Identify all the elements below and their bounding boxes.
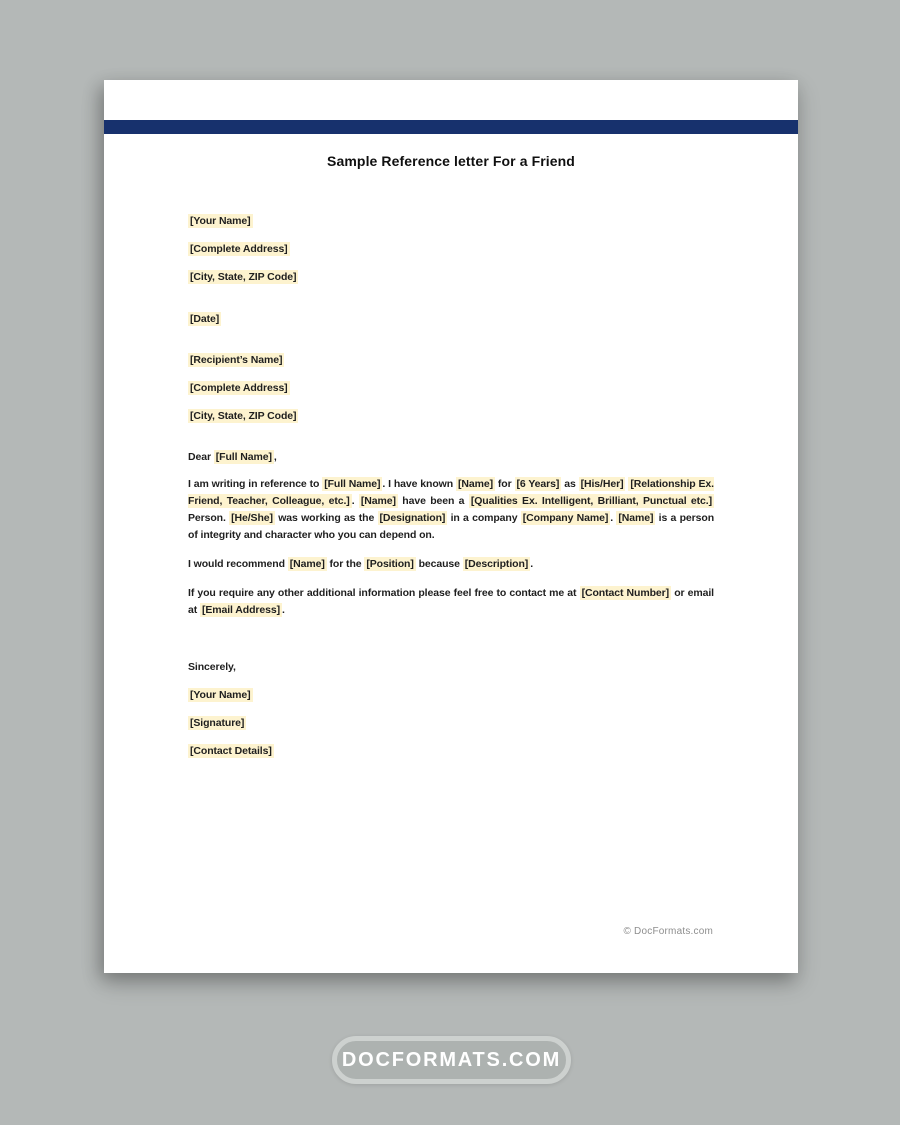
letter-text: or email at [188,587,715,616]
document-page [104,80,798,973]
letter-text: I am writing in reference to [188,478,323,490]
letter-text: . I have known [382,478,456,490]
letter-text: I would recommend [188,558,288,570]
page-title: Sample Reference letter For a Friend [327,153,575,169]
placeholder-line [188,409,714,423]
letter-text: Person. [188,512,230,524]
placeholder-highlight: [He/She] [231,512,273,524]
letter-text: was working as the [274,512,378,524]
docformats-badge [332,1036,571,1084]
placeholder-highlight: [City, State, ZIP Code] [190,271,297,283]
letter-text: for the [326,558,365,570]
placeholder-highlight: [Name] [618,512,654,524]
placeholder-line [188,744,714,758]
placeholder-highlight: [Name] [289,558,325,570]
letter-text: . [610,512,617,524]
letter-text: have been a [397,495,469,507]
placeholder-line [188,242,714,256]
placeholder-line [188,716,714,730]
letter-text: for [494,478,515,490]
date-block [188,312,714,326]
placeholder-highlight: [Name] [360,495,396,507]
placeholder-highlight: [Contact Number] [581,587,670,599]
signature-block [188,688,714,758]
placeholder-highlight: [Description] [464,558,529,570]
placeholder-highlight: [Date] [190,313,220,325]
closing-line: Sincerely, [188,661,236,673]
placeholder-highlight: [Complete Address] [190,243,288,255]
letter-text: . [530,558,534,570]
placeholder-line [188,214,714,228]
placeholder-highlight: [Position] [366,558,414,570]
placeholder-highlight: [Qualities Ex. Intelligent, Brilliant, Punctual etc.] [470,495,712,507]
recipient-address-block [188,353,714,423]
letter-body [104,214,798,758]
letter-paragraph [188,476,714,544]
letter-text: in a company [447,512,521,524]
letter-text: is a person of integrity and character who you can depend on. [188,512,715,541]
letter-paragraph [188,585,714,619]
letter-paragraphs [188,476,714,619]
letter-text: as [561,478,579,490]
placeholder-line [188,270,714,284]
placeholder-highlight: [Contact Details] [190,745,272,757]
placeholder-line [188,688,714,702]
placeholder-line [188,381,714,395]
placeholder-highlight: [Designation] [379,512,446,524]
placeholder-highlight: [Recipient’s Name] [190,354,283,366]
sender-address-block [188,214,714,284]
letter-text: , [273,451,277,463]
placeholder-line [188,353,714,367]
placeholder-highlight: [Name] [457,478,493,490]
placeholder-highlight: [Signature] [190,717,245,729]
placeholder-highlight: [Relationship Ex. Friend, Teacher, Colleague, etc.] [188,478,714,507]
letter-text: . [282,604,285,616]
docformats-badge-label: DOCFORMATS.COM [341,1048,562,1071]
placeholder-highlight: [City, State, ZIP Code] [190,410,297,422]
salutation-line [188,450,714,464]
placeholder-highlight: [Email Address] [201,604,281,616]
placeholder-highlight: [His/Her] [580,478,624,490]
placeholder-highlight: [Your Name] [190,215,251,227]
letter-text: . [351,495,359,507]
header-bar [104,120,798,134]
placeholder-line [188,312,714,326]
letter-paragraph [188,556,714,573]
letter-text: because [415,558,463,570]
placeholder-highlight: [Full Name] [215,451,272,463]
placeholder-highlight: [Your Name] [190,689,251,701]
placeholder-highlight: [Company Name] [522,512,609,524]
letter-text: If you require any other additional information please feel free to contact me at [188,587,580,599]
placeholder-highlight: [Complete Address] [190,382,288,394]
letter-text: Dear [188,451,214,463]
placeholder-highlight: [Full Name] [324,478,381,490]
placeholder-highlight: [6 Years] [516,478,560,490]
copyright-credit: © DocFormats.com [623,926,713,937]
